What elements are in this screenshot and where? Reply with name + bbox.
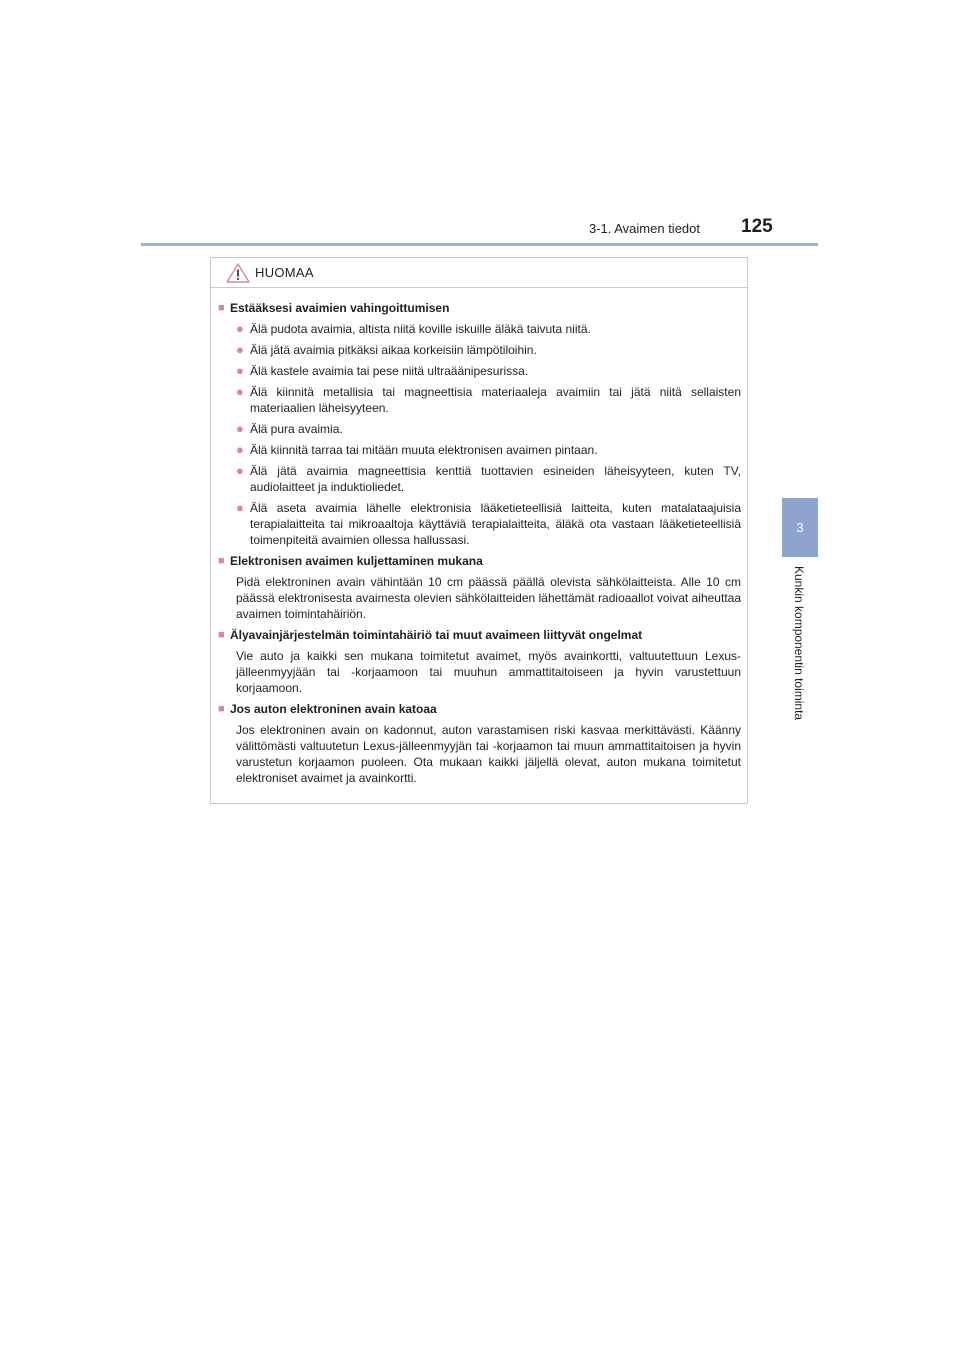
square-bullet-icon: ■ <box>218 703 225 715</box>
section-paragraph: Vie auto ja kaikki sen mukana toimitetut avaimet, myös avainkortti, valtuutettuun Lexus-jälleenmyyjään tai -korjaamoon tai muuhun ammattitaitoiseen ja hyvin varustettuun korjaamoon. <box>236 649 741 695</box>
section-heading <box>218 553 741 569</box>
section-heading-text: Älyavainjärjestelmän toimintahäiriö tai muut avaimeen liittyvät ongelmat <box>230 628 643 642</box>
notice-title: HUOMAA <box>255 265 314 280</box>
section-heading <box>218 627 741 643</box>
section-heading <box>218 701 741 717</box>
chapter-title: Kunkin komponentin toiminta <box>792 566 806 721</box>
circle-bullet-icon: ● <box>236 463 244 478</box>
circle-bullet-icon: ● <box>236 342 244 357</box>
notice-header <box>211 258 747 288</box>
list-item <box>236 363 741 379</box>
list-item-text: Älä pudota avaimia, altista niitä koville iskuille äläkä taivuta niitä. <box>250 322 591 336</box>
list-item-text: Älä kiinnitä metallisia tai magneettisia materiaaleja avaimiin tai jätä niitä sellaisten materiaalien läheisyyteen. <box>250 385 741 415</box>
list-item <box>236 321 741 337</box>
list-item <box>236 342 741 358</box>
list-item-text: Älä aseta avaimia lähelle elektronisia lääketieteellisiä laitteita, kuten matalataajuisia terapialaitteita tai mikroaaltoja käyttäviä terapialaitteita, äläkä ota vastaan lääketieteellisiä toimenpiteitä avaimien ollessa hallussasi. <box>250 501 741 547</box>
section-paragraph: Pidä elektroninen avain vähintään 10 cm päässä päällä olevista sähkölaitteista. Alle 10 cm päässä elektronisesta avaimesta olevien sähkölaitteiden lähettämät radioaallot voivat aiheuttaa avaimen toimintahäiriön. <box>236 575 741 621</box>
header-section-title: 3-1. Avaimen tiedot <box>588 221 700 236</box>
square-bullet-icon: ■ <box>218 302 225 314</box>
circle-bullet-icon: ● <box>236 384 244 399</box>
list-item-text: Älä kiinnitä tarraa tai mitään muuta elektronisen avaimen pintaan. <box>250 443 598 457</box>
notice-body <box>211 288 747 786</box>
list-item <box>236 500 741 548</box>
list-item <box>236 421 741 437</box>
header-rule <box>141 243 818 246</box>
list-item-text: Älä jätä avaimia pitkäksi aikaa korkeisiin lämpötiloihin. <box>250 343 537 357</box>
circle-bullet-icon: ● <box>236 500 244 515</box>
circle-bullet-icon: ● <box>236 321 244 336</box>
list-item-text: Älä jätä avaimia magneettisia kenttiä tuottavien esineiden läheisyyteen, kuten TV, audiolaitteet ja induktioliedet. <box>250 464 741 494</box>
section-heading-text: Elektronisen avaimen kuljettaminen mukana <box>230 554 483 568</box>
section-heading-text: Estääksesi avaimien vahingoittumisen <box>230 301 450 315</box>
circle-bullet-icon: ● <box>236 442 244 457</box>
square-bullet-icon: ■ <box>218 629 225 641</box>
list-item <box>236 442 741 458</box>
warning-triangle-icon <box>225 262 251 284</box>
chapter-tab <box>782 498 818 557</box>
list-item <box>236 384 741 416</box>
page-number: 125 <box>741 216 773 237</box>
chapter-number: 3 <box>796 520 804 535</box>
section-paragraph: Jos elektroninen avain on kadonnut, auton varastamisen riski kasvaa merkittävästi. Käänny välittömästi valtuutetun Lexus-jälleenmyyjän tai -korjaamon tai muun ammattitaitoisen ja hyvin varustetun korjaamon puoleen. Ota mukaan kaikki jäljellä olevat, auton mukana toimitetut elektroniset avaimet ja avainkortti. <box>236 723 741 785</box>
list-item-text: Älä pura avaimia. <box>250 422 343 436</box>
notice-box <box>210 257 748 804</box>
section-heading-text: Jos auton elektroninen avain katoaa <box>230 702 437 716</box>
circle-bullet-icon: ● <box>236 363 244 378</box>
section-heading <box>218 300 741 316</box>
bullet-list <box>218 321 741 548</box>
circle-bullet-icon: ● <box>236 421 244 436</box>
square-bullet-icon: ■ <box>218 555 225 567</box>
list-item <box>236 463 741 495</box>
list-item-text: Älä kastele avaimia tai pese niitä ultraäänipesurissa. <box>250 364 529 378</box>
